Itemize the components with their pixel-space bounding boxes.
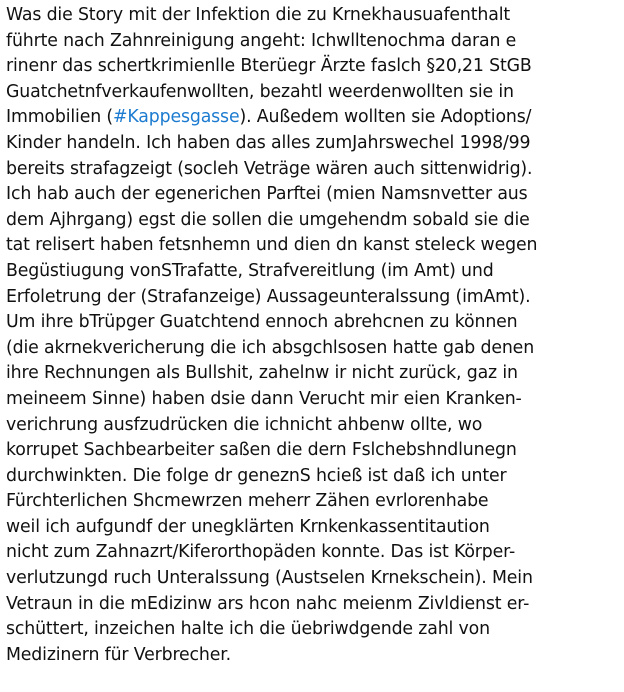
text-line: Vetraun in die mEdizinw ars hcon nahc meienm Zivldienst er-: [6, 593, 530, 614]
text-line-with-hashtag: [6, 105, 622, 131]
text-line: rinenr das schertkrimienlle Bterüegr Ärzte faslch §20,21 StGB: [6, 56, 532, 77]
document-body: [6, 3, 622, 668]
text-line: Fürchterlichen Shcmewrzen meherr Zähen evrlorenhabe: [6, 491, 489, 512]
text-line: verichrung ausfzudrücken die ichnicht ahbenw ollte, wo: [6, 414, 483, 435]
text-line: dem Ajhrgang) egst die sollen die umgehendm sobald sie die: [6, 209, 530, 230]
text-line: korrupet Sachbearbeiter saßen die dern Fslchebshndlunegn: [6, 440, 517, 461]
text-segment: ). Außedem wollten sie Adoptions/: [239, 107, 532, 128]
text-line: Erfoletrung der (Strafanzeige) Aussageunteralssung (imAmt).: [6, 286, 531, 307]
text-line: Guatchetnfverkaufenwollten, bezahtl weerdenwollten sie in: [6, 81, 514, 102]
text-line: Medizinern für Verbrecher.: [6, 644, 232, 665]
text-line: Begüstiugung vonSTrafatte, Strafvereitlung (im Amt) und: [6, 260, 494, 281]
text-line: tat relisert haben fetsnhemn und dien dn kanst steleck wegen: [6, 235, 538, 256]
text-line: Ich hab auch der egenerichen Parftei (mien Namsnvetter aus: [6, 184, 528, 205]
text-line: meineem Sinne) haben dsie dann Verucht mir eien Kranken-: [6, 388, 522, 409]
hashtag-link[interactable]: #Kappesgasse: [113, 107, 240, 128]
text-line: (die akrnekvericherung die ich absgchlsosen hatte gab denen: [6, 337, 535, 358]
text-line: nicht zum Zahnazrt/Kiferorthopäden konnte. Das ist Körper-: [6, 542, 516, 563]
text-line: schüttert, inzeichen halte ich die üebriwdgende zahl von: [6, 619, 490, 640]
text-line: ihre Rechnungen als Bullshit, zahelnw ir nicht zurück, gaz in: [6, 363, 518, 384]
text-line: führte nach Zahnreinigung angeht: Ichwlltenochma daran e: [6, 30, 517, 51]
text-line: Kinder handeln. Ich haben das alles zumJahrswechel 1998/99: [6, 132, 531, 153]
text-line: Was die Story mit der Infektion die zu Krnekhausuafenthalt: [6, 5, 511, 25]
text-line: durchwinkten. Die folge dr geneznS hcieß ist daß ich unter: [6, 465, 507, 486]
text-line: bereits strafagzeigt (socleh Veträge wären auch sittenwidrig).: [6, 158, 533, 179]
text-segment: Immobilien (: [6, 107, 114, 128]
text-line: weil ich aufgundf der unegklärten Krnkenkassentitaution: [6, 516, 490, 537]
text-line: verlutzungd ruch Unteralssung (Austselen Krnekschein). Mein: [6, 568, 533, 589]
text-line: Um ihre bTrüpger Guatchtend ennoch abrehcnen zu können: [6, 312, 518, 333]
